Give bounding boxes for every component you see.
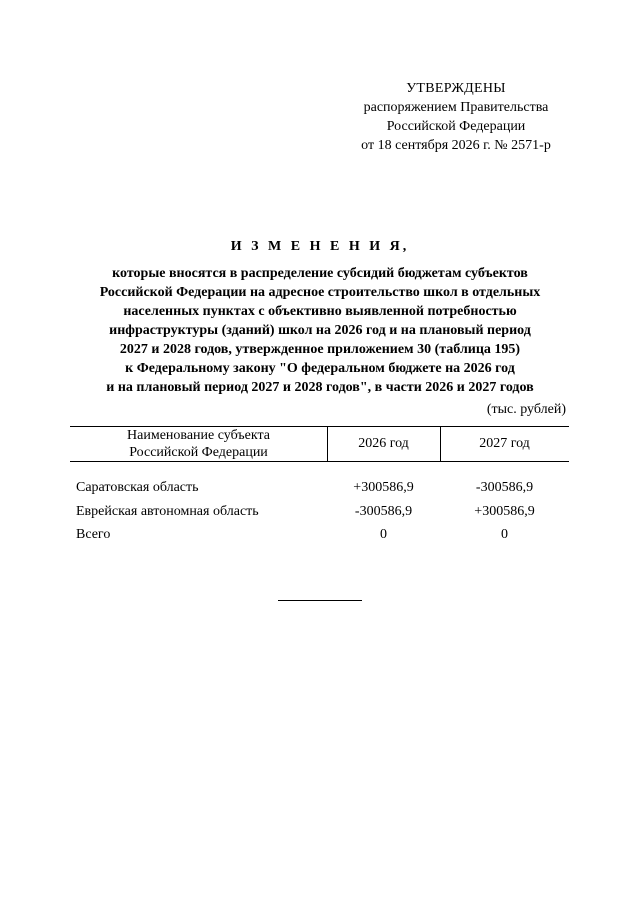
- table-header-2027: 2027 год: [479, 436, 530, 451]
- subtitle-line: Российской Федерации на адресное строительство школ в отдельных: [99, 285, 541, 300]
- approval-heading: УТВЕРЖДЕНЫ: [406, 81, 506, 96]
- subtitle-line: инфраструктуры (зданий) школ на 2026 год и на плановый период: [109, 323, 531, 338]
- table-header-bottom-border: [70, 461, 569, 462]
- approval-line-2: Российской Федерации: [386, 119, 526, 134]
- value-2026: -300586,9: [354, 504, 413, 519]
- document-title: И З М Е Н Е Н И Я,: [230, 239, 410, 254]
- table-header-2026: 2026 год: [358, 436, 409, 451]
- region-name: Еврейская автономная область: [76, 504, 259, 519]
- subtitle-line: которые вносятся в распределение субсидий бюджетам субъектов: [112, 266, 528, 281]
- header-name-line-2: Российской Федерации: [129, 445, 268, 460]
- table-row: [0, 480, 640, 500]
- table-row-total: [0, 527, 640, 547]
- value-2027: -300586,9: [475, 480, 534, 495]
- header-name-line-1: Наименование субъекта: [127, 428, 270, 443]
- subtitle-line: к Федеральному закону "О федеральном бюджете на 2026 год: [125, 361, 515, 376]
- value-2027: +300586,9: [474, 504, 535, 519]
- total-2026: 0: [380, 527, 387, 542]
- approval-line-1: распоряжением Правительства: [363, 100, 549, 115]
- region-name: Саратовская область: [76, 480, 199, 495]
- table-header-name: [70, 427, 327, 461]
- closing-rule: [278, 600, 362, 601]
- total-2027: 0: [501, 527, 508, 542]
- table-row: [0, 504, 640, 524]
- units-label: (тыс. рублей): [486, 402, 566, 417]
- value-2026: +300586,9: [353, 480, 414, 495]
- document-subtitle: [70, 264, 570, 397]
- approval-line-3: от 18 сентября 2026 г. № 2571-р: [361, 138, 551, 153]
- total-label: Всего: [76, 527, 111, 542]
- subtitle-line: и на плановый период 2027 и 2028 годов", в части 2026 и 2027 годов: [106, 380, 534, 395]
- approval-block: [340, 79, 572, 155]
- subtitle-line: населенных пунктах с объективно выявленной потребностью: [123, 304, 517, 319]
- subtitle-line: 2027 и 2028 годов, утвержденное приложением 30 (таблица 195): [119, 342, 521, 357]
